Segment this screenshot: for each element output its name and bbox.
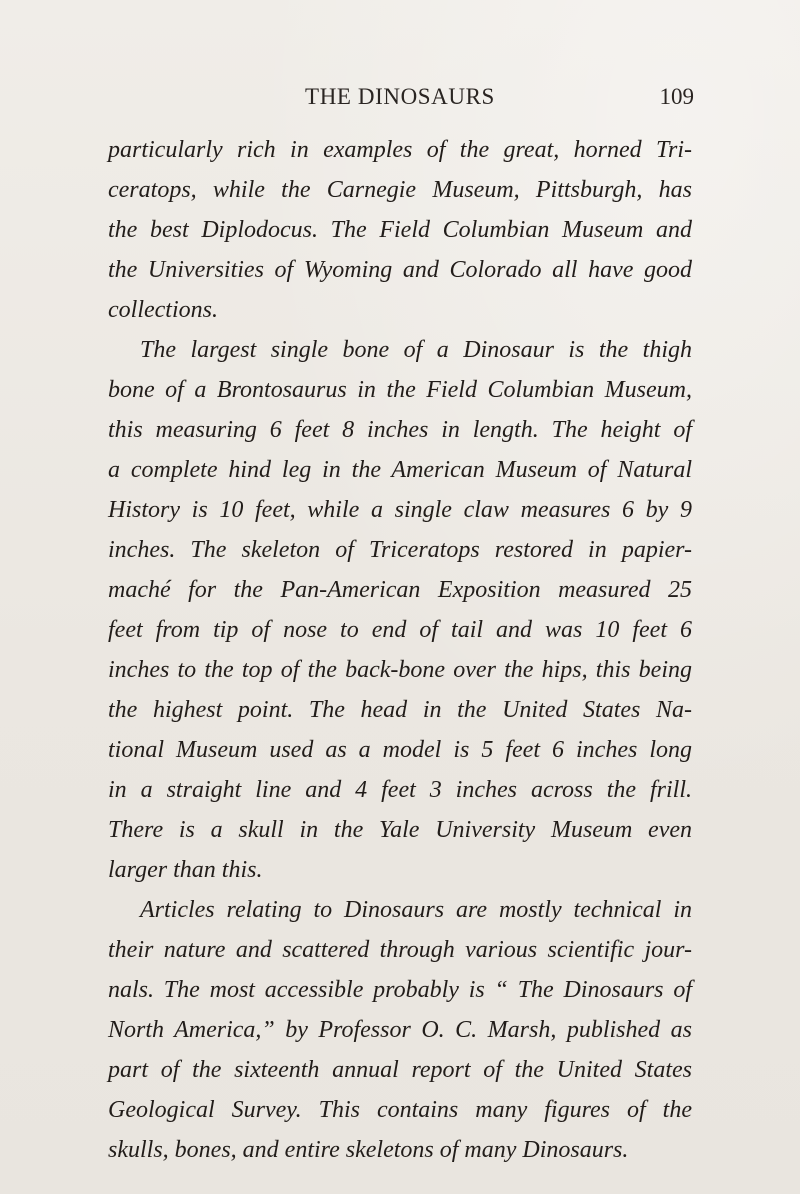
text-line: part of the sixteenth annual report of the United States: [108, 1057, 692, 1083]
text-line: The largest single bone of a Dinosaur is the thigh: [140, 337, 692, 363]
text-line: this measuring 6 feet 8 inches in length. The height of: [108, 417, 692, 443]
text-line: bone of a Brontosaurus in the Field Columbian Museum,: [108, 377, 692, 403]
text-line: inches to the top of the back-bone over the hips, this being: [108, 657, 692, 683]
text-line: the best Diplodocus. The Field Columbian Museum and: [108, 217, 692, 243]
text-line: maché for the Pan-American Exposition measured 25: [108, 577, 692, 603]
text-line: tional Museum used as a model is 5 feet 6 inches long: [108, 737, 692, 763]
text-line: ceratops, while the Carnegie Museum, Pittsburgh, has: [108, 177, 692, 203]
text-line: particularly rich in examples of the great, horned Tri-: [108, 137, 692, 163]
text-line: feet from tip of nose to end of tail and was 10 feet 6: [108, 617, 692, 643]
text-line: Articles relating to Dinosaurs are mostly technical in: [140, 897, 692, 923]
text-line: collections.: [108, 297, 218, 323]
body-text: [108, 130, 692, 1170]
text-line: Geological Survey. This contains many figures of the: [108, 1097, 692, 1123]
running-head: THE DINOSAURS: [305, 84, 495, 109]
text-line: skulls, bones, and entire skeletons of many Dinosaurs.: [108, 1137, 629, 1163]
text-line: North America,” by Professor O. C. Marsh, published as: [108, 1017, 692, 1043]
text-line: their nature and scattered through various scientific jour-: [108, 937, 692, 963]
text-line: a complete hind leg in the American Museum of Natural: [108, 457, 692, 483]
text-line: inches. The skeleton of Triceratops restored in papier-: [108, 537, 692, 563]
text-line: There is a skull in the Yale University Museum even: [108, 817, 692, 843]
text-line: larger than this.: [108, 857, 263, 883]
text-line: the highest point. The head in the United States Na-: [108, 697, 692, 723]
page-header: [0, 84, 800, 124]
text-line: the Universities of Wyoming and Colorado all have good: [108, 257, 692, 283]
text-line: in a straight line and 4 feet 3 inches across the frill.: [108, 777, 692, 803]
text-line: History is 10 feet, while a single claw measures 6 by 9: [108, 497, 692, 523]
text-line: nals. The most accessible probably is “ The Dinosaurs of: [108, 977, 692, 1003]
page-number: 109: [659, 84, 694, 109]
